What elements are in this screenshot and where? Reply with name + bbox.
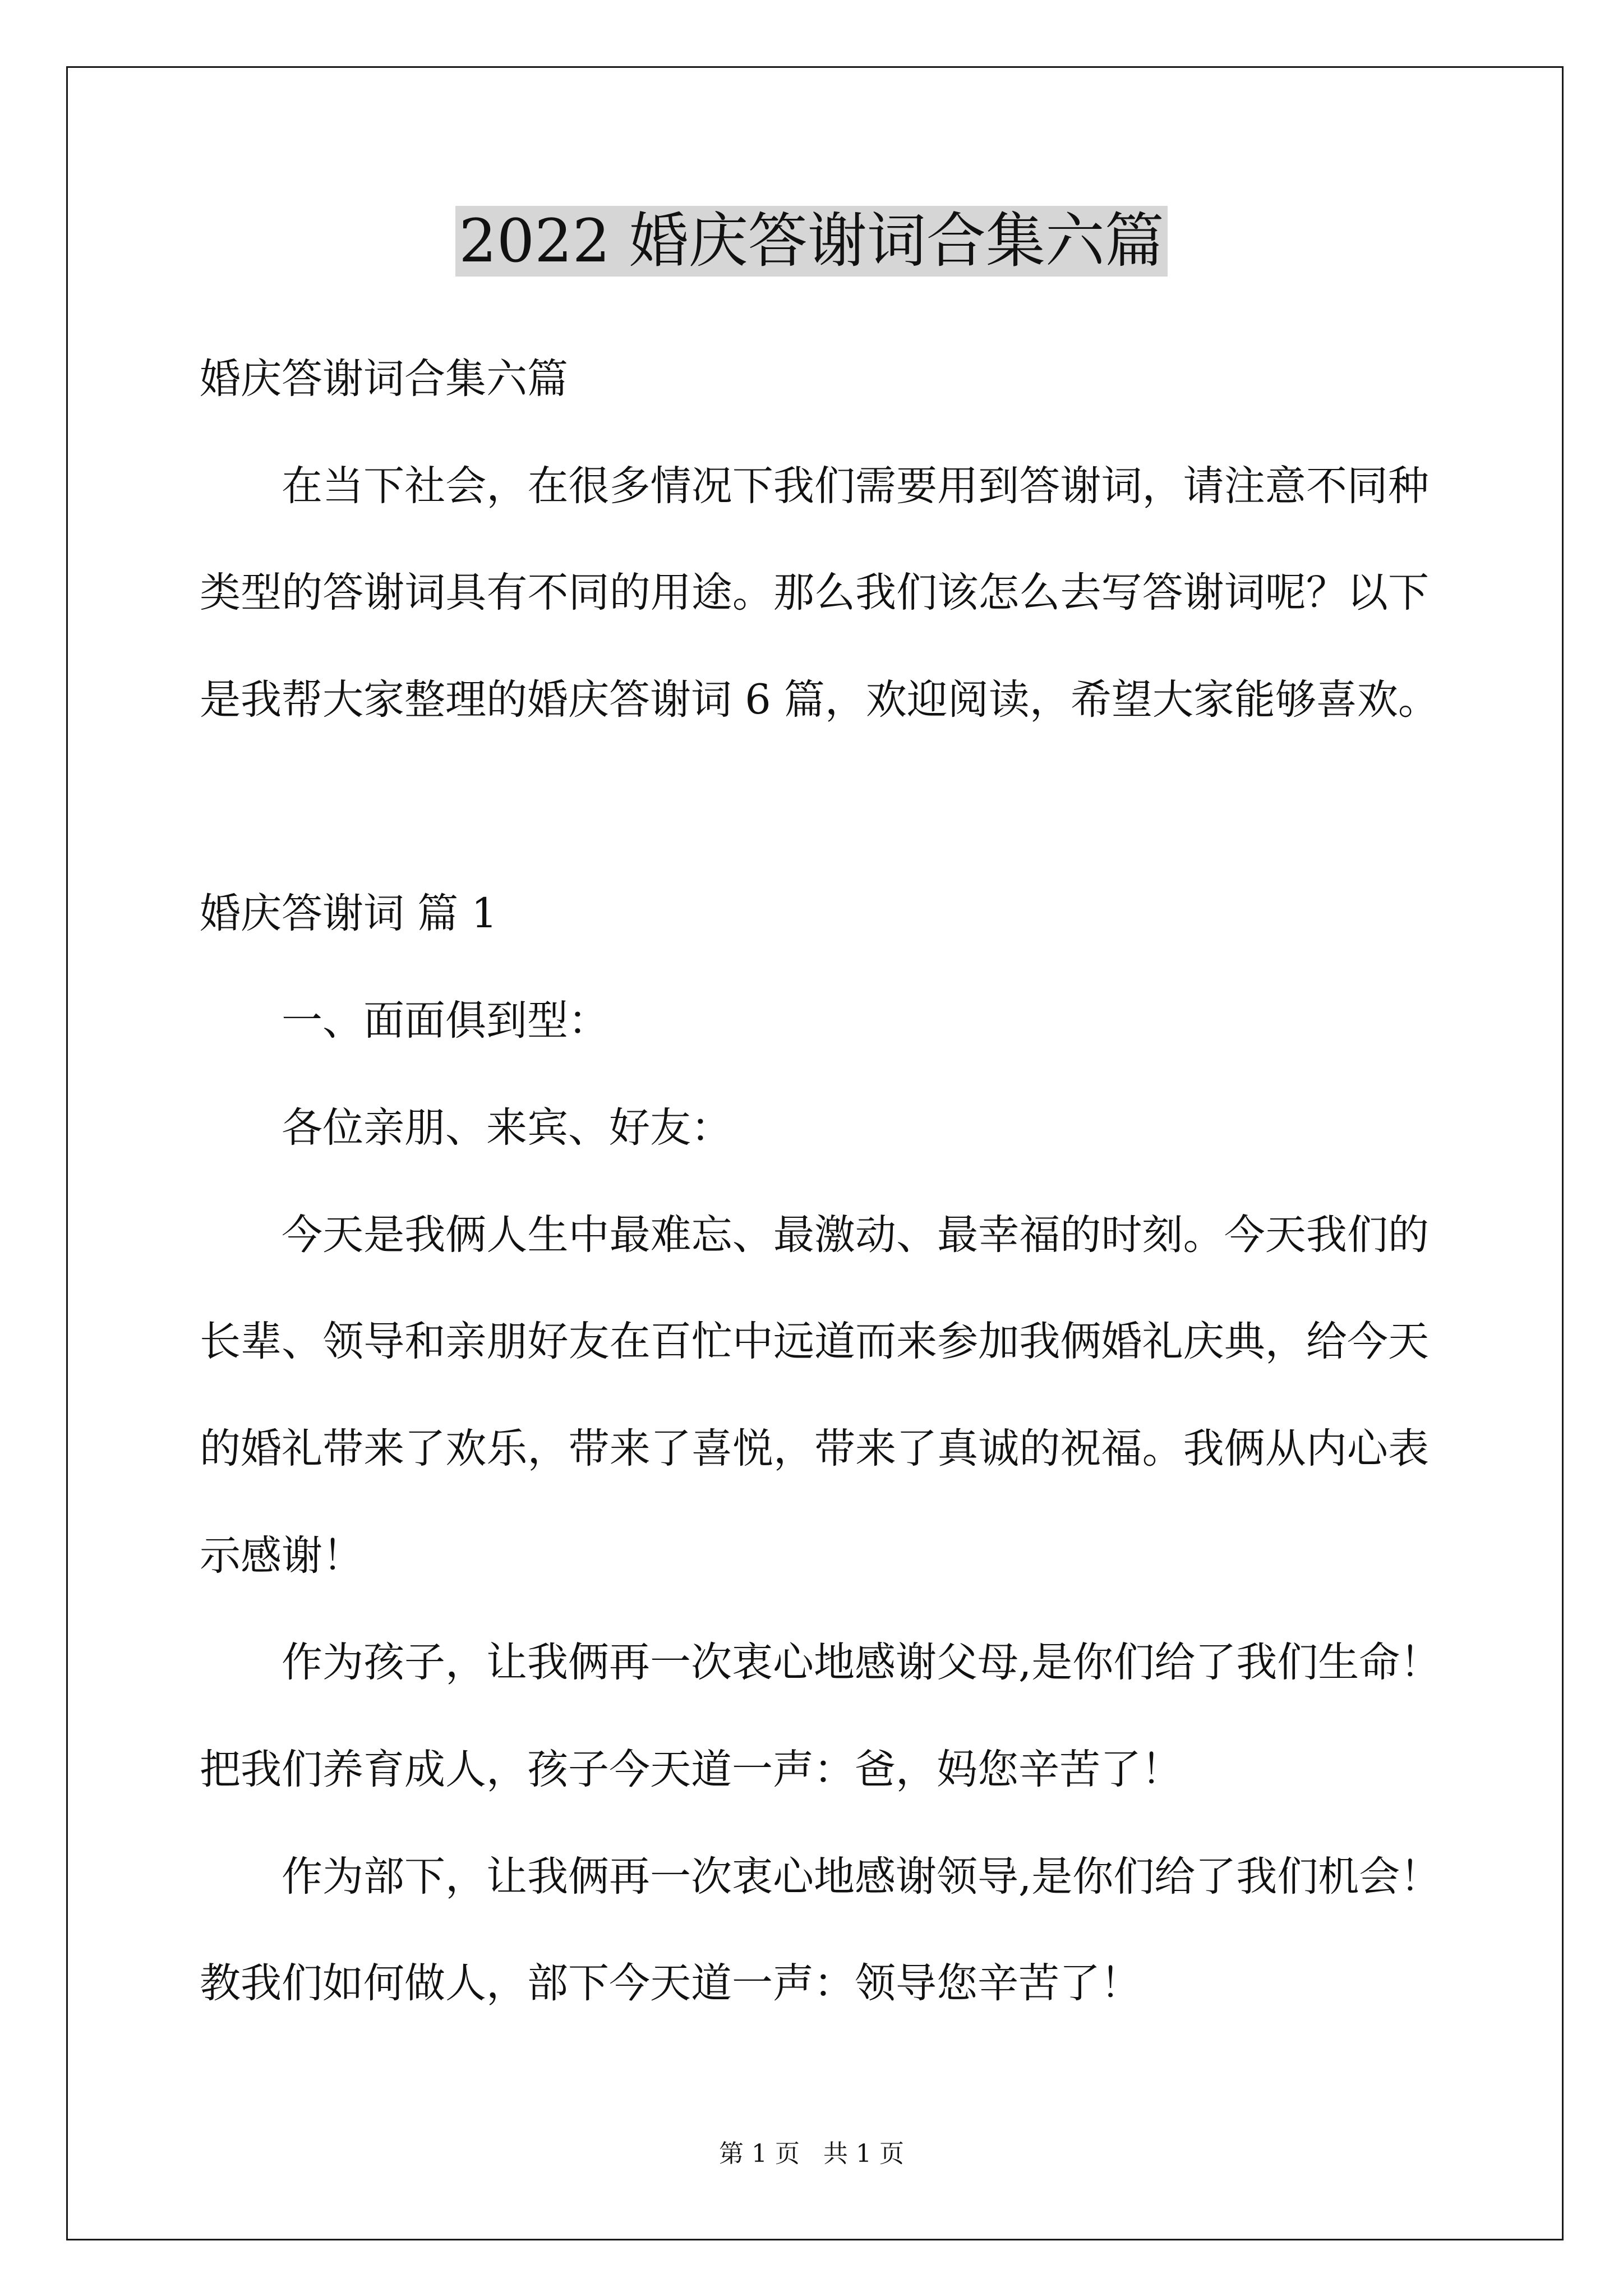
document-title: 2022 婚庆答谢词合集六篇 [455, 206, 1167, 277]
paragraph-line: 作为部下，让我俩再一次衷心地感谢领导,是你们给了我们机会！ [282, 1852, 1441, 1901]
paragraph-line: 示感谢！ [200, 1531, 363, 1580]
blank-line [200, 754, 1468, 861]
paragraph-line: 教我们如何做人，部下今天道一声：领导您辛苦了！ [200, 1959, 1141, 2008]
paragraph-line: 各位亲朋、来宾、好友： [282, 1103, 732, 1152]
body-paragraph [200, 1824, 1468, 2037]
paragraph-line: 今天是我俩人生中最难忘、最激动、最幸福的时刻。今天我们的 [282, 1211, 1429, 1259]
page-number-footer: 第 1 页 共 1 页 [719, 2139, 904, 2168]
body-paragraph [200, 1182, 1468, 1610]
paragraph-line: 一、面面俱到型： [282, 997, 609, 1045]
paragraph-line: 长辈、领导和亲朋好友在百忙中远道而来参加我俩婚礼庆典，给今天 [200, 1318, 1429, 1366]
section-heading: 婚庆答谢词 篇 1 [200, 890, 497, 938]
body-paragraph [200, 1609, 1468, 1823]
body-paragraph [200, 1075, 1468, 1182]
paragraph-line: 作为孩子，让我俩再一次衷心地感谢父母,是你们给了我们生命！ [282, 1639, 1441, 1687]
paragraph-line: 是我帮大家整理的婚庆答谢词 6 篇，欢迎阅读，希望大家能够喜欢。 [200, 676, 1439, 724]
paragraph-line: 的婚礼带来了欢乐，带来了喜悦，带来了真诚的祝福。我俩从内心表 [200, 1424, 1429, 1473]
document-subtitle: 婚庆答谢词合集六篇 [200, 355, 568, 403]
title-container [0, 206, 1623, 277]
intro-paragraph [200, 433, 1468, 754]
body-paragraph [200, 968, 1468, 1075]
paragraph-line: 把我们养育成人，孩子今天道一声：爸，妈您辛苦了！ [200, 1745, 1182, 1793]
document-body [200, 326, 1468, 2037]
paragraph-line: 在当下社会，在很多情况下我们需要用到答谢词，请注意不同种 [282, 462, 1429, 510]
paragraph-line: 类型的答谢词具有不同的用途。那么我们该怎么去写答谢词呢？以下 [200, 569, 1429, 617]
